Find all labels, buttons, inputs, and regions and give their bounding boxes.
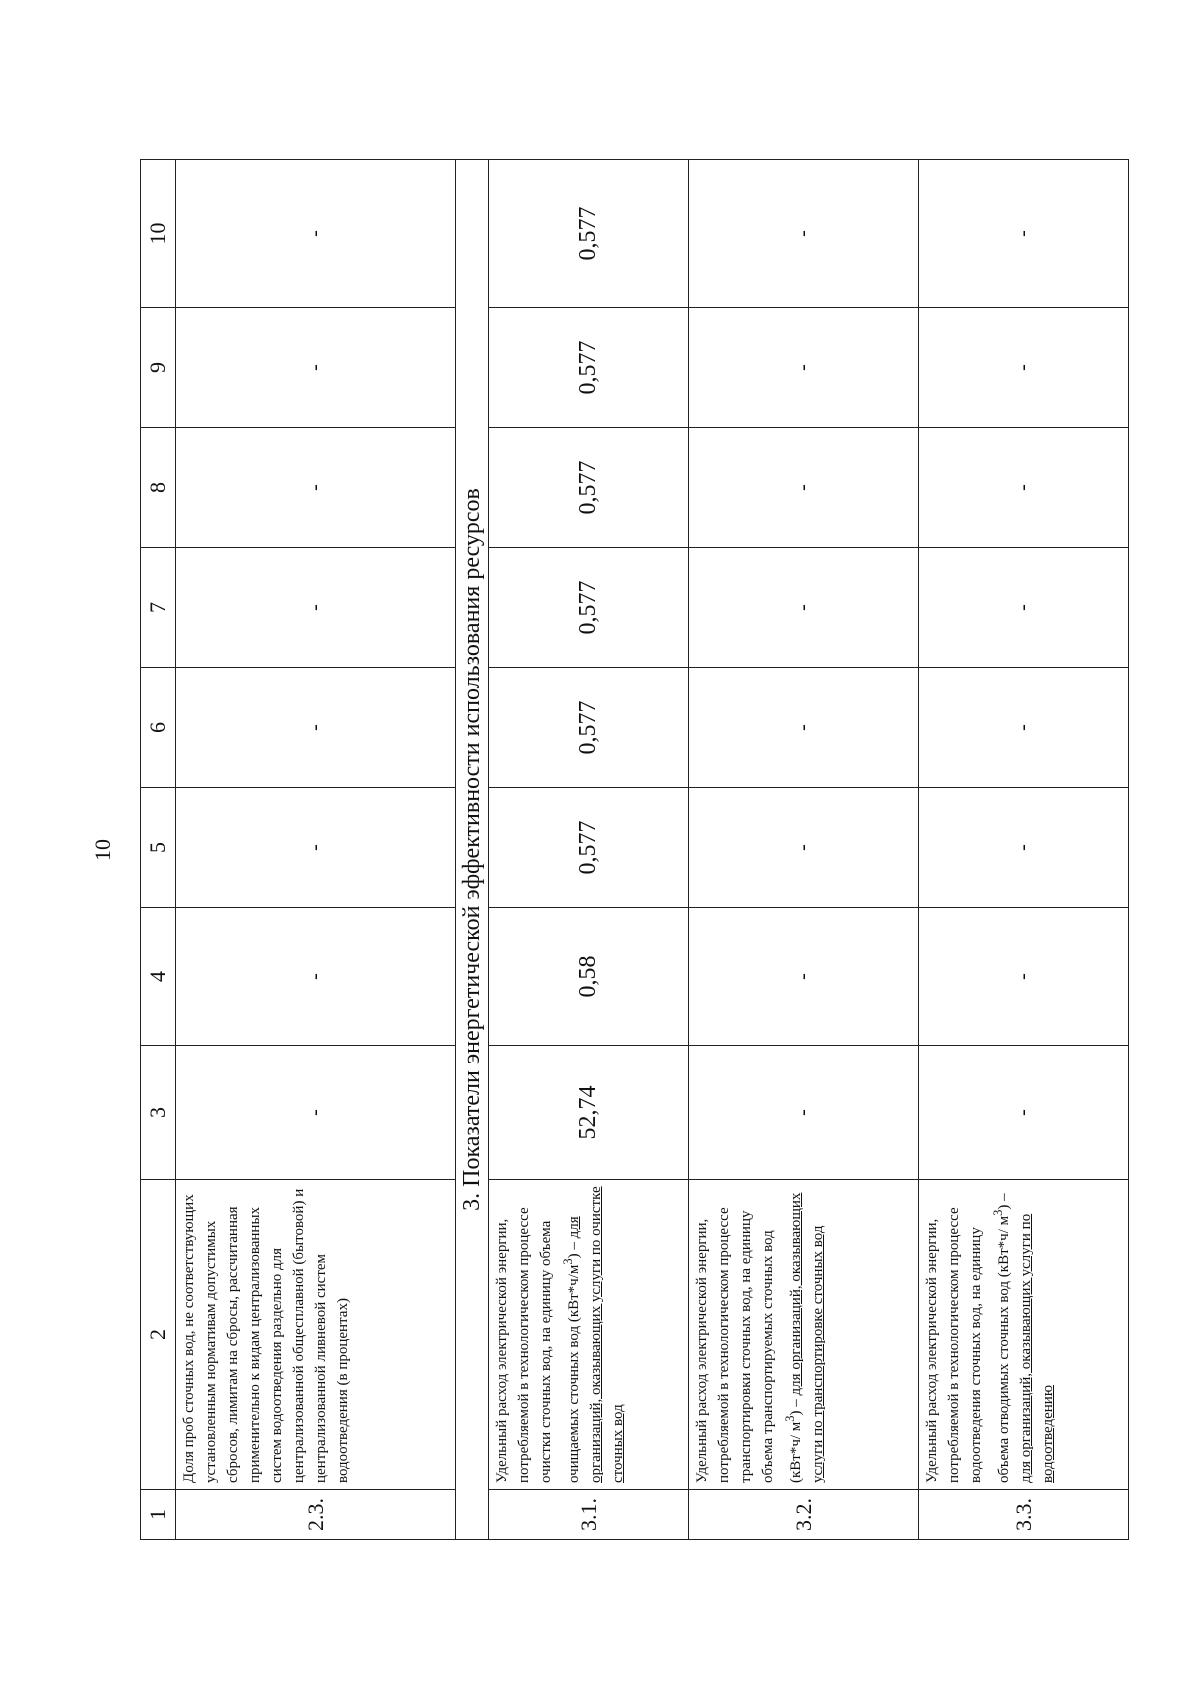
table-row-3-2 xyxy=(689,160,919,1540)
row-description: Доля проб сточных вод, не соответствующих установленным нормативам допустимых сбросов, лимитам на сбросы, рассчитанная применительно к видам централизованных систем водоотведения раздельно для централизованной общесплавной (бытовой) и централизованной ливневой систем водоотведения (в процентах) xyxy=(176,1180,456,1490)
description-text: ) – xyxy=(996,1193,1012,1210)
value-cell: 0,577 xyxy=(489,668,689,788)
value-cell: - xyxy=(919,908,1129,1046)
header-cell: 8 xyxy=(141,428,176,548)
table-row-3-1 xyxy=(489,160,689,1540)
page-number: 10 xyxy=(90,839,115,861)
header-cell: 1 xyxy=(141,1490,176,1540)
header-cell: 4 xyxy=(141,908,176,1046)
section-header-row xyxy=(456,160,489,1540)
rotated-table-container xyxy=(140,160,1150,1540)
value-cell: 0,577 xyxy=(489,160,689,308)
value-cell: - xyxy=(689,308,919,428)
description-text: ) – xyxy=(566,1238,582,1259)
value-cell: - xyxy=(176,1046,456,1180)
value-cell: 52,74 xyxy=(489,1046,689,1180)
header-cell: 6 xyxy=(141,668,176,788)
value-cell: 0,58 xyxy=(489,908,689,1046)
value-cell: - xyxy=(919,1046,1129,1180)
description-text: Удельный расход электрической энергии, потребляемой в технологическом процессе транспортировки сточных вод, на единицу объема транспортируемых сточных вод (кВт*ч/ м xyxy=(694,1207,804,1483)
row-description xyxy=(489,1180,689,1490)
superscript: 3 xyxy=(991,1209,1005,1216)
table-row-3-3 xyxy=(919,160,1129,1540)
value-cell: - xyxy=(176,428,456,548)
value-cell: - xyxy=(919,428,1129,548)
superscript: 3 xyxy=(783,1415,797,1422)
header-cell: 5 xyxy=(141,788,176,908)
value-cell: - xyxy=(176,908,456,1046)
value-cell: 0,577 xyxy=(489,428,689,548)
value-cell: - xyxy=(689,788,919,908)
value-cell: - xyxy=(176,788,456,908)
value-cell: 0,577 xyxy=(489,548,689,668)
value-cell: - xyxy=(689,160,919,308)
value-cell: - xyxy=(689,908,919,1046)
header-cell: 2 xyxy=(141,1180,176,1490)
value-cell: - xyxy=(919,308,1129,428)
value-cell: - xyxy=(919,548,1129,668)
value-cell: - xyxy=(919,160,1129,308)
value-cell: - xyxy=(689,428,919,548)
section-title: 3. Показатели энергетической эффективности использования ресурсов xyxy=(456,160,489,1540)
value-cell: - xyxy=(689,668,919,788)
header-cell: 10 xyxy=(141,160,176,308)
row-number: 3.1. xyxy=(489,1490,689,1540)
description-underlined: для организаций, оказывающих услуги по транспортировке сточных вод xyxy=(788,1192,826,1483)
row-number: 3.3. xyxy=(919,1490,1129,1540)
value-cell: - xyxy=(919,668,1129,788)
header-cell: 3 xyxy=(141,1046,176,1180)
row-description xyxy=(689,1180,919,1490)
row-number: 3.2. xyxy=(689,1490,919,1540)
header-row xyxy=(141,160,176,1540)
indicators-table xyxy=(140,159,1129,1540)
description-underlined: для организаций, оказывающих услуги по водоотведению xyxy=(1018,1213,1056,1483)
header-cell: 9 xyxy=(141,308,176,428)
value-cell: 0,577 xyxy=(489,308,689,428)
description-text: Удельный расход электрической энергии, потребляемой в технологическом процессе очистки сточных вод, на единицу объема очищаемых сточных вод (кВт*ч/м xyxy=(494,1207,582,1483)
superscript: 3 xyxy=(561,1258,575,1265)
value-cell: - xyxy=(176,308,456,428)
value-cell: - xyxy=(176,548,456,668)
value-cell: - xyxy=(689,548,919,668)
description-text: Удельный расход электрической энергии, потребляемой в технологическом процессе водоотведения сточных вод, на единицу объема отводимых сточных вод (кВт*ч/ м xyxy=(924,1207,1012,1483)
row-description xyxy=(919,1180,1129,1490)
value-cell: - xyxy=(689,1046,919,1180)
value-cell: - xyxy=(176,668,456,788)
table-row-2-3 xyxy=(176,160,456,1540)
row-number: 2.3. xyxy=(176,1490,456,1540)
header-cell: 7 xyxy=(141,548,176,668)
description-underlined: для организаций, оказывающих услуги по очистке сточных вод xyxy=(566,1186,626,1483)
value-cell: - xyxy=(176,160,456,308)
description-text: ) – xyxy=(788,1395,804,1416)
value-cell: - xyxy=(919,788,1129,908)
value-cell: 0,577 xyxy=(489,788,689,908)
